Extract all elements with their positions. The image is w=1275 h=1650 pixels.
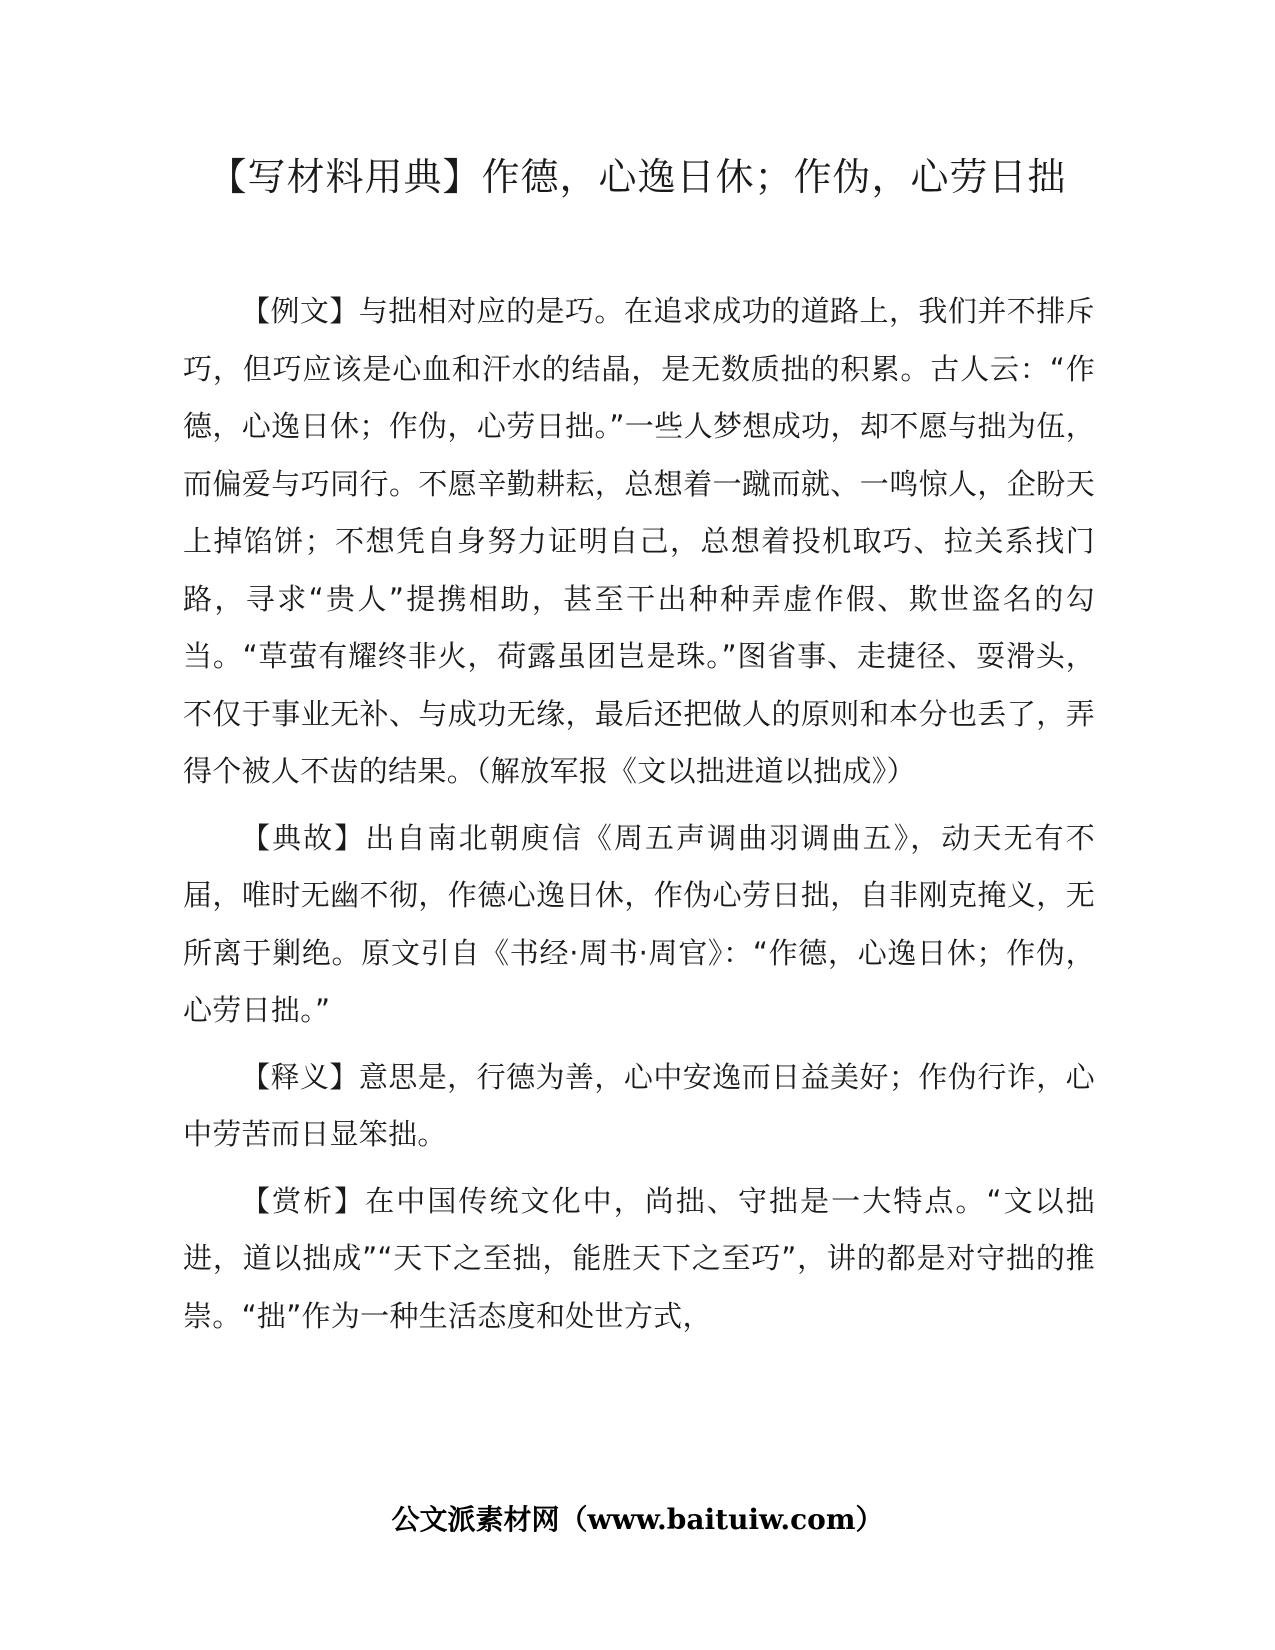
paragraph-label: 【典故】: [241, 820, 366, 855]
paragraph-label: 【释义】: [241, 1059, 359, 1094]
paragraph-text: 在中国传统文化中，尚拙、守拙是一大特点。“文以拙进，道以拙成”“天下之至拙，能胜天下之至巧”，讲的都是对守拙的推崇。“拙”作为一种生活态度和处世方式，: [183, 1183, 1095, 1333]
paragraph-example: [183, 283, 1095, 801]
page-title: 【写材料用典】作德，心逸日休；作伪，心劳日拙: [208, 155, 1067, 199]
paragraph-text: 与拙相对应的是巧。在追求成功的道路上，我们并不排斥巧，但巧应该是心血和汗水的结晶，是无数质拙的积累。古人云：“作德，心逸日休；作伪，心劳日拙。”一些人梦想成功，却不愿与拙为伍，而偏爱与巧同行。不愿辛勤耕耘，总想着一蹴而就、一鸣惊人，企盼天上掉馅饼；不想凭自身努力证明自己，总想着投机取巧、拉关系找门路，寻求“贵人”提携相助，甚至干出种种弄虚作假、欺世盗名的勾当。“草萤有耀终非火，荷露虽团岂是珠。”图省事、走捷径、耍滑头，不仅于事业无补、与成功无缘，最后还把做人的原则和本分也丢了，弄得个被人不齿的结果。（解放军报《文以拙进道以拙成》）: [183, 294, 1095, 788]
paragraph-meaning: [183, 1049, 1095, 1164]
paragraph-label: 【例文】: [241, 294, 359, 328]
paragraph-text: 出自南北朝庾信《周五声调曲羽调曲五》，动天无有不届，唯时无幽不彻，作德心逸日休，作伪心劳日拙，自非刚克掩义，无所离于剿绝。原文引自《书经·周书·周官》：“作德，心逸日休；作伪，心劳日拙。”: [183, 820, 1095, 1027]
page-footer: 公文派素材网（www.baituiw.com）: [391, 1503, 884, 1536]
paragraph-text: 意思是，行德为善，心中安逸而日益美好；作伪行诈，心中劳苦而日显笨拙。: [183, 1059, 1095, 1151]
paragraph-allusion: [183, 810, 1095, 1040]
paragraph-appreciation: [183, 1173, 1095, 1346]
paragraph-label: 【赏析】: [241, 1183, 366, 1218]
article-body: [183, 283, 1095, 1354]
